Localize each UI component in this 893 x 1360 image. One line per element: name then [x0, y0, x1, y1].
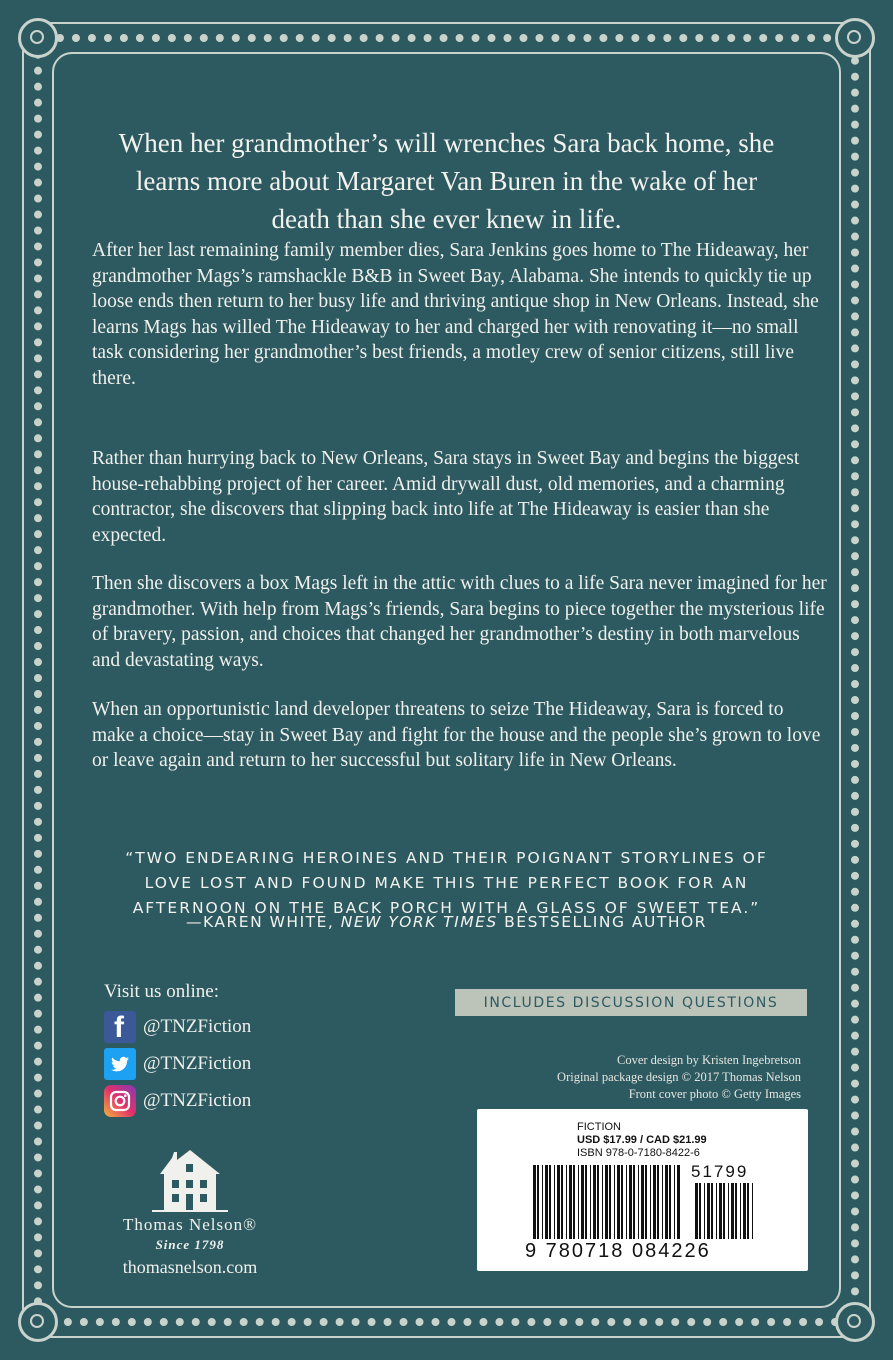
barcode-addon [695, 1183, 757, 1239]
barcode-box [477, 1109, 808, 1271]
barcode-category: FICTION [577, 1121, 621, 1133]
barcode-isbn: ISBN 978-0-7180-8422-6 [577, 1147, 700, 1159]
social-facebook[interactable] [104, 1011, 251, 1043]
barcode-ean13 [533, 1165, 683, 1239]
publisher-name: Thomas Nelson® [122, 1215, 258, 1234]
barcode-bar [674, 1165, 675, 1239]
barcode-bar [549, 1165, 551, 1239]
barcode-bar [677, 1165, 680, 1239]
barcode-bar [554, 1165, 555, 1239]
barcode-bar [633, 1165, 635, 1239]
social-handle: @TNZFiction [143, 1090, 252, 1111]
endorsement-attribution [100, 913, 793, 931]
barcode-bar [629, 1165, 632, 1239]
social-instagram[interactable] [104, 1085, 251, 1117]
synopsis-paragraph-2: Rather than hurrying back to New Orleans, Sara stays in Sweet Bay and begins the biggest house-rehabbing project of her career. Amid drywall dust, old memories, and a charming contractor, she discovers that slipping back into life at The Hideaway is easier than she expected. [92, 448, 800, 546]
barcode-bar [597, 1165, 599, 1239]
barcode-bar [716, 1183, 717, 1239]
attribution-title: BESTSELLING AUTHOR [497, 913, 707, 931]
social-handle: @TNZFiction [143, 1016, 252, 1037]
barcode-bar [695, 1183, 698, 1239]
barcode-bar [566, 1165, 567, 1239]
endorsement-quote: “TWO ENDEARING HEROINES AND THEIR POIGNANT STORYLINES OF LOVE LOST AND FOUND MAKE THIS THE PERFECT BOOK FOR AN AFTERNOON ON THE BACK PORCH WITH A GLASS OF SWEET TEA.” [125, 849, 768, 917]
barcode-bar [665, 1165, 668, 1239]
headline: When her grandmother’s will wrenches Sara back home, she learns more about Margaret Van Buren in the wake of her death than she ever knew in life. [118, 128, 775, 234]
barcode-bar [650, 1165, 651, 1239]
barcode-bar [557, 1165, 560, 1239]
barcode-bar [740, 1183, 741, 1239]
barcode-bar [545, 1165, 548, 1239]
barcode-bar [581, 1165, 584, 1239]
barcode-bar [569, 1165, 572, 1239]
publisher-since: Since 1798 [155, 1237, 225, 1252]
barcode-bar [711, 1183, 713, 1239]
barcode-bar [731, 1183, 734, 1239]
publisher-website-link[interactable]: thomasnelson.com [122, 1257, 258, 1277]
barcode-bar [573, 1165, 575, 1239]
barcode-bar [657, 1165, 659, 1239]
corner-ornament-bottom-left [18, 1302, 58, 1342]
barcode-bar [747, 1183, 749, 1239]
barcode-bar [593, 1165, 596, 1239]
barcode-bar [614, 1165, 615, 1239]
barcode-bar [626, 1165, 627, 1239]
credit-line: Original package design © 2017 Thomas Nelson [557, 1070, 801, 1084]
corner-ornament-top-right [835, 18, 875, 58]
barcode-bar [641, 1165, 644, 1239]
synopsis-paragraph-4: When an opportunistic land developer threatens to seize The Hideaway, Sara is forced to make a choice—stay in Sweet Bay and fight for the house and the people she’s grown to love or leave again and return to her successful but solitary life in New Orleans. [92, 699, 821, 771]
barcode-bar [662, 1165, 663, 1239]
synopsis-paragraph-3: Then she discovers a box Mags left in the attic with clues to a life Sara never imagined for her grandmother. With help from Mags’s friends, Sara begins to piece together the mysterious life of bravery, passion, and choices that changed her grandmother’s destiny in both marvelous and devastating ways. [92, 573, 827, 671]
barcode-bar [609, 1165, 611, 1239]
barcode-bar [707, 1183, 710, 1239]
barcode-bar [743, 1183, 746, 1239]
barcode-bar [542, 1165, 543, 1239]
barcode-bar [590, 1165, 591, 1239]
barcode-bar [533, 1165, 536, 1239]
barcode-bar [699, 1183, 701, 1239]
attribution-name: —KAREN WHITE, [186, 913, 341, 931]
synopsis-paragraph-1: After her last remaining family member dies, Sara Jenkins goes home to The Hideaway, her grandmother Mags’s ramshackle B&B in Sweet Bay, Alabama. She intends to quickly tie up loose ends then return to her busy life and thriving antique shop in New Orleans. Instead, she learns Mags has willed The Hideaway to her and charged her with renovating it—no small task considering her grandmother’s best friends, a motley crew of senior citizens, still live there. [92, 240, 819, 389]
barcode-bar [669, 1165, 671, 1239]
barcode-bar [621, 1165, 623, 1239]
barcode-bar [645, 1165, 647, 1239]
barcode-bar [704, 1183, 705, 1239]
attribution-publication: NEW YORK TIMES [340, 913, 498, 931]
barcode-bar [728, 1183, 729, 1239]
credit-line: Cover design by Kristen Ingebretson [617, 1053, 801, 1067]
corner-ornament-top-left [18, 18, 58, 58]
credit-line: Front cover photo © Getty Images [628, 1087, 801, 1101]
barcode-bar [752, 1183, 753, 1239]
facebook-icon: f [104, 1011, 136, 1043]
barcode-bar [578, 1165, 579, 1239]
barcode-number: 9 780718 084226 [525, 1240, 711, 1262]
discussion-questions-label: INCLUDES DISCUSSION QUESTIONS [455, 989, 807, 1016]
barcode-bar [735, 1183, 737, 1239]
visit-online-heading: Visit us online: [104, 981, 219, 1002]
social-handle: @TNZFiction [143, 1053, 252, 1074]
barcode-price-code: 51799 [691, 1162, 749, 1181]
social-twitter[interactable] [104, 1048, 251, 1080]
barcode-bar [653, 1165, 656, 1239]
barcode-bar [602, 1165, 603, 1239]
cover-credits [557, 1052, 801, 1103]
barcode-bar [605, 1165, 608, 1239]
barcode-bar [638, 1165, 639, 1239]
house-logo-icon [150, 1150, 230, 1212]
barcode-bar [537, 1165, 539, 1239]
corner-ornament-bottom-right [835, 1302, 875, 1342]
barcode-bar [585, 1165, 587, 1239]
instagram-icon [104, 1085, 136, 1117]
barcode-bar [723, 1183, 725, 1239]
twitter-icon [104, 1048, 136, 1080]
barcode-bar [719, 1183, 722, 1239]
barcode-bar [617, 1165, 620, 1239]
barcode-price: USD $17.99 / CAD $21.99 [577, 1134, 707, 1146]
barcode-bar [561, 1165, 563, 1239]
